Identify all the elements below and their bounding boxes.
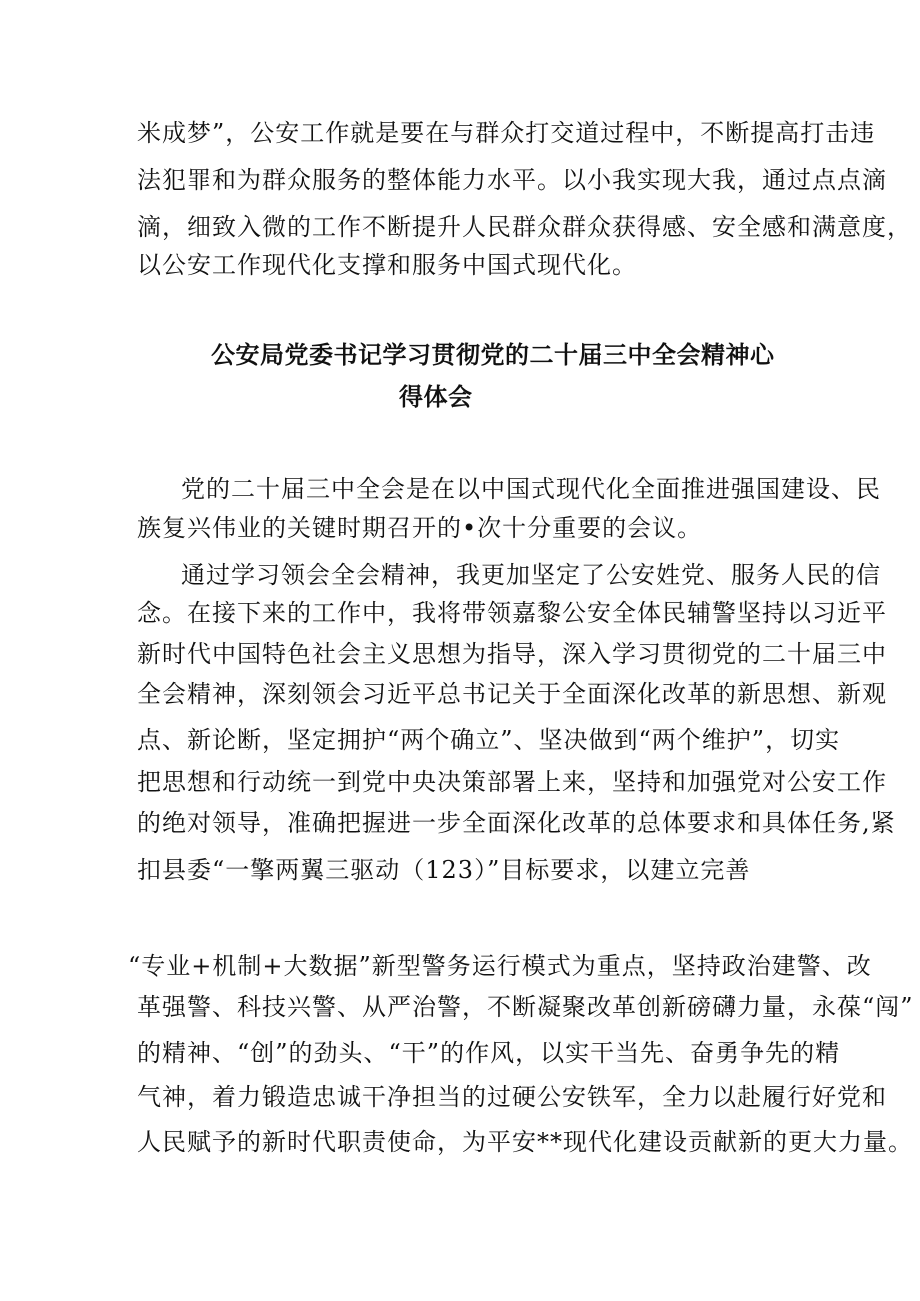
title-line-1: 公安局党委书记学习贯彻党的二十届三中全会精神心	[211, 341, 775, 369]
paragraph-line: 气神，着力锻造忠诚干净担当的过硬公安铁军，全力以赴履行好党和	[137, 1083, 887, 1111]
paragraph-line: 党的二十届三中全会是在以中国式现代化全面推进强国建设、民	[181, 475, 881, 503]
intro-line: 滴，细致入微的工作不断提升人民群众群众获得感、安全感和满意度，	[137, 213, 912, 241]
paragraph-line: 全会精神，深刻领会习近平总书记关于全面深化改革的新思想、新观	[137, 680, 887, 708]
paragraph-line: 人民赋予的新时代职责使命，为平安**现代化建设贡献新的更大力量。	[137, 1128, 913, 1156]
intro-line: 以公安工作现代化支撑和服务中国式现代化。	[137, 251, 637, 279]
paragraph-line: 革强警、科技兴警、从严治警，不断凝聚改革创新磅礴力量，永葆“闯”	[137, 993, 914, 1021]
paragraph-line: 通过学习领会全会精神，我更加坚定了公安姓党、服务人民的信	[181, 561, 881, 589]
title-line-2: 得体会	[399, 383, 473, 411]
paragraph-line: 的绝对领导，准确把握进一步全面深化改革的总体要求和具体任务,紧	[137, 809, 896, 837]
paragraph-line: 点、新论断，坚定拥护“两个确立”、坚决做到“两个维护”，切实	[137, 726, 841, 754]
intro-line: 米成梦”，公安工作就是要在与群众打交道过程中，不断提高打击违	[137, 119, 876, 147]
paragraph-line: 的精神、“创”的劲头、“干”的作风，以实干当先、奋勇争先的精	[137, 1039, 841, 1067]
paragraph-line: 族复兴伟业的关键时期召开的•次十分重要的会议。	[137, 514, 703, 542]
paragraph-line: 新时代中国特色社会主义思想为指导，深入学习贯彻党的二十届三中	[137, 640, 887, 668]
paragraph-line: “专业+机制+大数据”新型警务运行模式为重点，坚持政治建警、改	[128, 952, 872, 980]
paragraph-line: 扣县委“一擎两翼三驱动（123）”目标要求，以建立完善	[137, 856, 751, 884]
paragraph-line: 念。在接下来的工作中，我将带领嘉黎公安全体民辅警坚持以习近平	[137, 599, 887, 627]
paragraph-line: 把思想和行动统一到党中央决策部署上来，坚持和加强党对公安工作	[137, 768, 887, 796]
intro-line: 法犯罪和为群众服务的整体能力水平。以小我实现大我，通过点点滴	[137, 166, 887, 194]
